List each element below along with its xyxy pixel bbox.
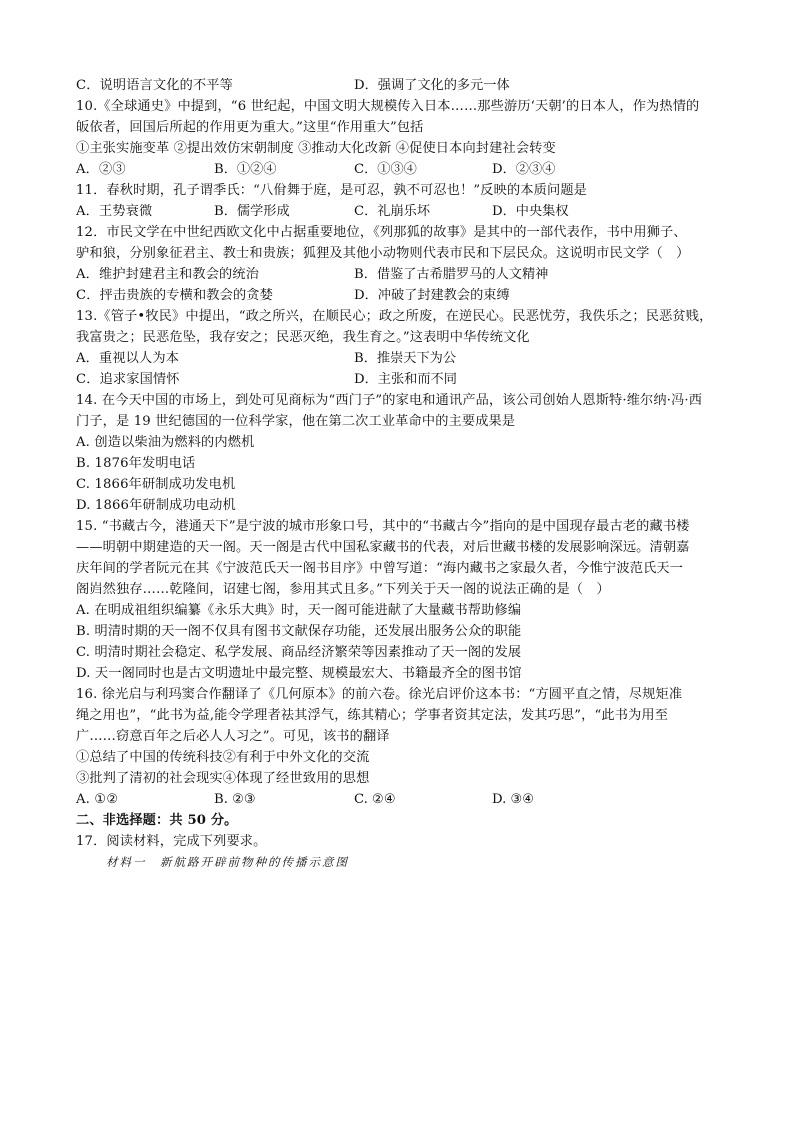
q13-option-b: B．推崇天下为公 — [354, 351, 457, 366]
q10-option-b: B．①②④ — [214, 162, 277, 177]
q12-option-b: B．借鉴了古希腊罗马的人文精神 — [354, 267, 549, 282]
q10-option-d: D．②③④ — [492, 162, 556, 177]
q17-stem: 17．阅读材料，完成下列要求。 — [76, 834, 267, 849]
q12-stem-line1: 12．市民文学在中世纪西欧文化中占据重要地位，《列那狐的故事》是其中的一部代表作，书中用狮子、 — [76, 225, 687, 240]
q16-stem-line3: 广……窃意百年之后必人人习之”。可见，该书的翻译 — [76, 729, 390, 744]
q15-stem-line2: ——明朝中期建造的天一阁。天一阁是古代中国私家藏书的代表，对后世藏书楼的发展影响深远。清朝嘉 — [76, 540, 690, 555]
q14-option-a: A. 创造以柴油为燃料的内燃机 — [76, 435, 255, 450]
q12-stem-line2: 驴和狼，分别象征君主、教士和贵族；狐狸及其他小动物则代表市民和下层民众。这说明市民文学（ ） — [76, 246, 690, 261]
q16-stem-line2: 绳之用也”，“此书为益,能令学理者祛其浮气，练其精心；学事者资其定法，发其巧思”，“此书为用至 — [76, 708, 669, 723]
q15-option-a: A. 在明成祖组织编纂《永乐大典》时，天一阁可能进献了大量藏书帮助修编 — [76, 603, 522, 618]
q16-items-line2: ③批判了清初的社会现实④体现了经世致用的思想 — [76, 771, 370, 786]
q13-stem-line2: 我富贵之；民恶危坠，我存安之；民恶灭绝，我生育之。”这表明中华传统文化 — [76, 330, 530, 345]
q10-option-c: C．①③④ — [354, 162, 417, 177]
q16-items-line1: ①总结了中国的传统科技②有利于中外文化的交流 — [76, 750, 370, 765]
q15-stem-line3: 庆年间的学者阮元在其《宁波范氏天一阁书目序》中曾写道：“海内藏书之家最久者，今惟宁波范氏天一 — [76, 561, 684, 576]
material-caption: 材料一 新航路开辟前物种的传播示意图 — [106, 855, 349, 869]
q14-option-b: B. 1876年发明电话 — [76, 456, 196, 471]
q15-option-d: D. 天一阁同时也是古文明遗址中最完整、规模最宏大、书籍最齐全的图书馆 — [76, 666, 522, 681]
q13-option-d: D．主张和而不同 — [354, 372, 457, 387]
q10-option-a: A．②③ — [76, 162, 126, 177]
q14-stem-line1: 14. 在今天中国的市场上，到处可见商标为“西门子”的家电和通讯产品，该公司创始人恩斯特·维尔纳·冯·西 — [76, 393, 703, 408]
q16-option-b: B. ②③ — [214, 792, 256, 807]
q15-option-b: B. 明清时期的天一阁不仅具有图书文献保存功能，还发展出服务公众的职能 — [76, 624, 522, 639]
q16-option-d: D. ③④ — [492, 792, 535, 807]
q12-option-a: A．维护封建君主和教会的统治 — [76, 267, 260, 282]
q10-items: ①主张实施变革 ②提出效仿宋朝制度 ③推动大化改新 ④促使日本向封建社会转变 — [76, 141, 556, 156]
q10-stem-line1: 10.《全球通史》中提到，“6 世纪起，中国文明大规模传入日本……那些游历‘天朝’的日本人，作为热情的 — [76, 99, 700, 114]
q16-stem-line1: 16. 徐光启与利玛窦合作翻译了《几何原本》的前六卷。徐光启评价这本书：“方圆平直之情，尽规矩准 — [76, 687, 683, 702]
q11-stem: 11．春秋时期，孔子谓季氏：“八佾舞于庭，是可忍，孰不可忍也！”反映的本质问题是 — [76, 183, 588, 198]
q15-stem-line4: 阁岿然独存……乾隆间，诏建七阁，参用其式且多。”下列关于天一阁的说法正确的是（ ） — [76, 582, 610, 597]
q13-stem-line1: 13.《管子•牧民》中提出，“政之所兴，在顺民心；政之所废，在逆民心。民恶忧劳，我佚乐之；民恶贫贱， — [76, 309, 713, 324]
q9-option-d: D．强调了文化的多元一体 — [354, 78, 510, 93]
q12-option-c: C．抨击贵族的专横和教会的贪婪 — [76, 288, 273, 303]
q15-option-c: C. 明清时期社会稳定、私学发展、商品经济繁荣等因素推动了天一阁的发展 — [76, 645, 522, 660]
section-heading: 二、非选择题：共 50 分。 — [76, 813, 238, 828]
q14-option-d: D. 1866年研制成功电动机 — [76, 498, 236, 513]
q14-option-c: C. 1866年研制成功发电机 — [76, 477, 236, 492]
q11-option-c: C．礼崩乐坏 — [354, 204, 431, 219]
q14-stem-line2: 门子，是 19 世纪德国的一位科学家，他在第二次工业革命中的主要成果是 — [76, 414, 516, 429]
q10-stem-line2: 皈依者，回国后所起的作用更为重大。”这里“作用重大”包括 — [76, 120, 424, 135]
q11-option-b: B．儒学形成 — [214, 204, 290, 219]
q15-stem-line1: 15. “书藏古今，港通天下”是宁波的城市形象口号，其中的“书藏古今”指向的是中国现存最古老的藏书楼 — [76, 519, 690, 534]
q13-option-c: C．追求家国情怀 — [76, 372, 180, 387]
q12-option-d: D．冲破了封建教会的束缚 — [354, 288, 510, 303]
q9-option-c: C．说明语言文化的不平等 — [76, 78, 233, 93]
q16-option-c: C. ②④ — [354, 792, 396, 807]
q11-option-a: A．王势衰微 — [76, 204, 153, 219]
q13-option-a: A．重视以人为本 — [76, 351, 180, 366]
q11-option-d: D．中央集权 — [492, 204, 569, 219]
q16-option-a: A. ①② — [76, 792, 119, 807]
